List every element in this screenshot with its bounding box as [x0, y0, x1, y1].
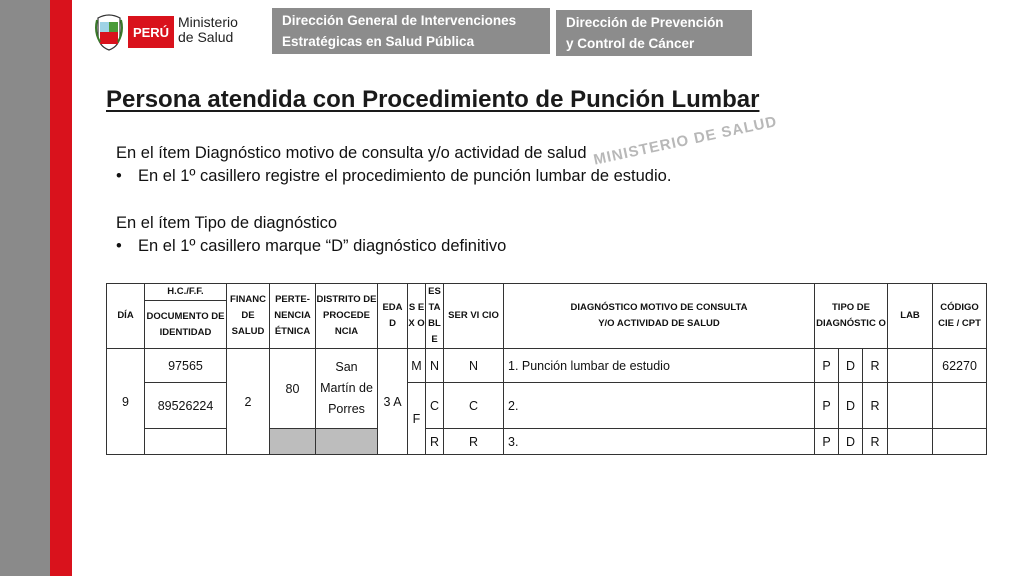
cell-estab[interactable]: R — [426, 429, 444, 455]
header-box-line1: Dirección General de Intervenciones — [282, 13, 517, 28]
cell-edad[interactable]: 3 A — [378, 349, 408, 455]
cell-lab[interactable] — [888, 383, 933, 429]
cell-perte-shaded — [270, 429, 316, 455]
col-header-dia: DÍA — [107, 284, 145, 349]
instruction-bullet: • En el 1º casillero marque “D” diagnóstico definitivo — [116, 235, 671, 258]
cell-servicio[interactable]: R — [444, 429, 504, 455]
coat-of-arms-icon — [94, 12, 124, 52]
col-header-servicio: SER VI CIO — [444, 284, 504, 349]
col-header-estab: ES TA BL E — [426, 284, 444, 349]
peru-label: PERÚ — [128, 16, 174, 48]
col-header-diag-line2: Y/O ACTIVIDAD DE SALUD — [598, 318, 720, 329]
page-title: Persona atendida con Procedimiento de Punción Lumbar — [106, 86, 760, 113]
cell-tipo-r[interactable]: R — [863, 383, 888, 429]
cell-tipo-p[interactable]: P — [815, 429, 839, 455]
instruction-line: En el ítem Tipo de diagnóstico — [116, 214, 338, 232]
col-header-financ: FINANC DE SALUD — [227, 284, 270, 349]
cell-estab[interactable]: C — [426, 383, 444, 429]
ministry-logo — [88, 8, 266, 56]
cell-tipo-r[interactable]: R — [863, 429, 888, 455]
left-red-stripe — [50, 0, 72, 576]
cell-sexo-f[interactable]: F — [408, 383, 426, 455]
col-header-documento: DOCUMENTO DE IDENTIDAD — [145, 301, 227, 349]
cell-tipo-d[interactable]: D — [839, 383, 863, 429]
cell-tipo-d[interactable]: D — [839, 429, 863, 455]
cell-distrito[interactable]: San Martín de Porres — [316, 349, 378, 429]
instructions — [116, 142, 671, 258]
cell-tipo-d[interactable]: D — [839, 349, 863, 383]
cell-diagnostico[interactable]: 2. — [504, 383, 815, 429]
cell-servicio[interactable]: N — [444, 349, 504, 383]
header-box-dgiesp — [272, 8, 550, 54]
header-box-line2: y Control de Cáncer — [566, 36, 695, 51]
cell-tipo-p[interactable]: P — [815, 349, 839, 383]
col-header-diagnostico — [504, 284, 815, 349]
col-header-distrito: DISTRITO DE PROCEDE NCIA — [316, 284, 378, 349]
col-header-sexo: S E X O — [408, 284, 426, 349]
cell-estab[interactable]: N — [426, 349, 444, 383]
cell-diagnostico[interactable]: 3. — [504, 429, 815, 455]
cell-codigo[interactable]: 62270 — [933, 349, 987, 383]
cell-tipo-r[interactable]: R — [863, 349, 888, 383]
col-header-lab: LAB — [888, 284, 933, 349]
cell-servicio[interactable]: C — [444, 383, 504, 429]
cell-tipo-p[interactable]: P — [815, 383, 839, 429]
left-gray-stripe — [0, 0, 50, 576]
ministry-name — [178, 15, 238, 45]
instruction-bullet: • En el 1º casillero registre el procedimiento de punción lumbar de estudio. — [116, 165, 671, 188]
cell-diagnostico[interactable]: 1. Punción lumbar de estudio — [504, 349, 815, 383]
header-box-line1: Dirección de Prevención — [566, 15, 724, 30]
ministry-name-line2: de Salud — [178, 29, 234, 45]
ministry-name-line1: Ministerio — [178, 14, 238, 30]
col-header-diag-line1: DIAGNÓSTICO MOTIVO DE CONSULTA — [570, 302, 748, 313]
watermark: MINISTERIO DE SALUD — [592, 113, 779, 169]
cell-perte[interactable]: 80 — [270, 349, 316, 429]
cell-codigo[interactable] — [933, 383, 987, 429]
col-header-perte: PERTE-NENCIA ÉTNICA — [270, 284, 316, 349]
cell-codigo[interactable] — [933, 429, 987, 455]
cell-sexo-m[interactable]: M — [408, 349, 426, 383]
col-header-hc: H.C./F.F. — [145, 284, 227, 301]
cell-lab[interactable] — [888, 349, 933, 383]
cell-distrito-shaded — [316, 429, 378, 455]
cell-documento[interactable]: 89526224 — [145, 383, 227, 429]
table-row — [107, 349, 987, 383]
col-header-tipo: TIPO DE DIAGNÓSTIC O — [815, 284, 888, 349]
cell-hc[interactable]: 97565 — [145, 349, 227, 383]
his-form-table — [106, 283, 987, 455]
header-box-line2: Estratégicas en Salud Pública — [282, 34, 475, 49]
header-box-prevencion — [556, 10, 752, 56]
cell-documento-empty[interactable] — [145, 429, 227, 455]
cell-dia[interactable]: 9 — [107, 349, 145, 455]
cell-financ[interactable]: 2 — [227, 349, 270, 455]
cell-lab[interactable] — [888, 429, 933, 455]
col-header-edad: EDA D — [378, 284, 408, 349]
table-header-row-1 — [107, 284, 987, 301]
col-header-codigo: CÓDIGO CIE / CPT — [933, 284, 987, 349]
instruction-line: En el ítem Diagnóstico motivo de consulta y/o actividad de salud — [116, 144, 587, 162]
